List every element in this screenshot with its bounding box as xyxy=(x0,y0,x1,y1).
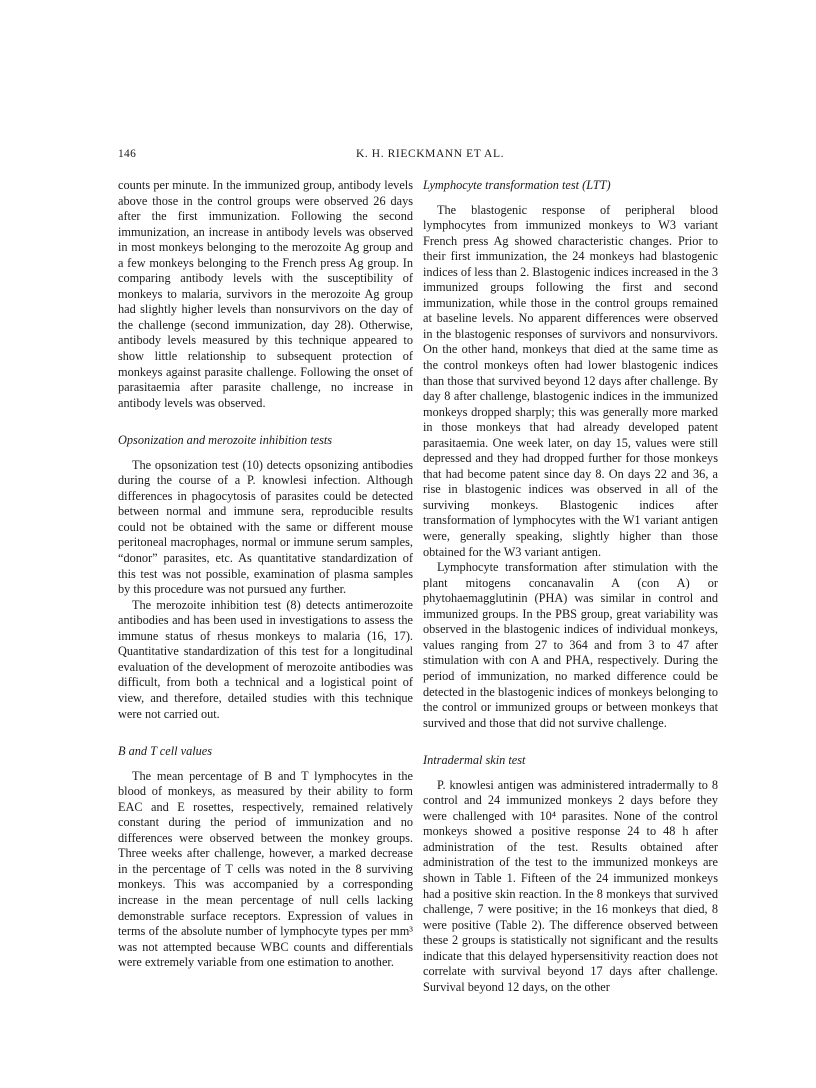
body-paragraph: P. knowlesi antigen was administered intradermally to 8 control and 24 immunized monkeys 2 days before they were challenged with 10⁴ parasites. None of the control monkeys showed a positive response 24 to 48 h after administration of the test. Results obtained after administration of the test to the immunized monkeys are shown in Table 1. Fifteen of the 24 immunized monkeys had a positive skin reaction. In the 8 monkeys that survived challenge, 7 were positive; in the 16 monkeys that died, 8 were positive (Table 2). The difference observed between these 2 groups is statistically not significant and the results indicate that this delayed hypersensitivity reaction does not correlate with survival beyond 17 days after challenge. Survival beyond 12 days, on the other xyxy=(423,777,718,994)
body-paragraph: The mean percentage of B and T lymphocytes in the blood of monkeys, as measured by their ability to form EAC and E rosettes, respectively, remained relatively constant during the period of immunization and no differences were observed between the monkey groups. Three weeks after challenge, however, a marked decrease in the percentage of T cells was noted in the 8 surviving monkeys. This was accompanied by a corresponding increase in the mean percentage of null cells lacking demonstrable surface receptors. Expression of values in terms of the absolute number of lymphocyte types per mm³ was not attempted because WBC counts and differentials were extremely variable from one estimation to another. xyxy=(118,768,413,970)
body-paragraph: counts per minute. In the immunized group, antibody levels above those in the control groups were observed 26 days after the first immunization. Following the second immunization, an increase in antibody levels was observed in most monkeys belonging to the merozoite Ag group and a few monkeys belonging to the French press Ag group. In comparing antibody levels with the susceptibility of monkeys to malaria, survivors in the merozoite Ag group had slightly higher levels than nonsurvivors on the day of the challenge (second immunization, day 28). Otherwise, antibody levels measured by this technique appeared to show little relationship to subsequent protection of monkeys against parasite challenge. Following the onset of parasitaemia after parasite challenge, no increase in antibody levels was observed. xyxy=(118,178,413,410)
page-number: 146 xyxy=(118,148,137,160)
body-paragraph: The opsonization test (10) detects opsonizing antibodies during the course of a P. knowlesi infection. Although differences in phagocytosis of parasites could be detected between normal and immune sera, reproducible results could not be obtained with the same or different mouse peritoneal macrophages, normal or immune serum samples, “donor” parasites, etc. As quantitative standardization of this test was not possible, examination of plasma samples by this procedure was not pursued any further. xyxy=(118,457,413,597)
section-heading-b-t-cells: B and T cell values xyxy=(118,744,213,759)
body-paragraph: The merozoite inhibition test (8) detects antimerozoite antibodies and has been used in investigations to assess the immune status of rhesus monkeys to malaria (16, 17). Quantitative standardization of this test for a longitudinal evaluation of the development of merozoite antibodies was difficult, from both a technical and a logistical point of view, and therefore, detailed studies with this technique were not carried out. xyxy=(118,597,413,721)
running-head: K. H. RIECKMANN ET AL. xyxy=(355,148,505,160)
left-column xyxy=(118,178,413,971)
right-column xyxy=(423,178,718,995)
section-heading-opsonization: Opsonization and merozoite inhibition tests xyxy=(118,433,333,448)
body-paragraph: Lymphocyte transformation after stimulation with the plant mitogens concanavalin A (con A) or phytohaemagglutinin (PHA) was similar in control and immunized groups. In the PBS group, great variability was observed in the blastogenic indices of individual monkeys, values ranging from 27 to 364 and from 3 to 47 after stimulation with con A and PHA, respectively. During the period of immunization, no marked difference could be detected in the blastogenic indices of monkeys belonging to the control or immunized groups or between monkeys that survived and those that did not survive challenge. xyxy=(423,560,718,730)
section-heading-skin-test: Intradermal skin test xyxy=(423,753,526,768)
body-paragraph: The blastogenic response of peripheral blood lymphocytes from immunized monkeys to W3 variant French press Ag showed characteristic changes. Prior to their first immunization, the 24 monkeys had blastogenic indices of less than 2. Blastogenic indices increased in the 3 immunized groups following the first and second immunization, while those in the control groups remained at baseline levels. No apparent differences were observed in the blastogenic responses of survivors and nonsurvivors. On the other hand, monkeys that died at the same time as the control monkeys often had lower blastogenic indices than those that survived beyond 12 days after challenge. By day 8 after challenge, blastogenic indices in the immunized monkeys dropped sharply; this was generally more marked in those monkeys that had already developed patent parasitaemia. One week later, on day 15, values were still depressed and they had dropped further for those monkeys that had become patent since day 8. On days 22 and 36, a rise in blastogenic indices was observed in all of the surviving monkeys. Blastogenic indices after transformation of lymphocytes with the W1 variant antigen were, generally speaking, slightly higher than those obtained for the W3 variant antigen. xyxy=(423,202,718,559)
section-heading-ltt: Lymphocyte transformation test (LTT) xyxy=(423,178,611,192)
